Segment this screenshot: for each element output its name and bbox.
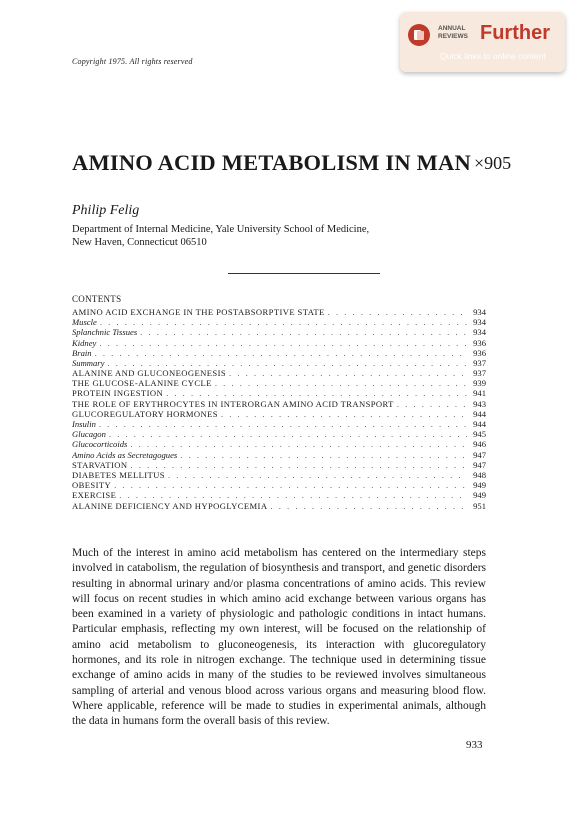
toc-entry-page: 944 <box>473 408 486 419</box>
toc-leader-dots <box>107 358 467 368</box>
toc-entry-title: Summary <box>72 357 105 368</box>
toc-entry <box>72 470 486 480</box>
affiliation-line: Department of Internal Medicine, Yale University School of Medicine, <box>72 224 370 235</box>
toc-entry-title: Amino Acids as Secretagogues <box>72 449 178 460</box>
toc-entry-title: Glucagon <box>72 429 106 440</box>
toc-leader-dots <box>99 419 467 429</box>
toc-entry <box>72 358 486 368</box>
toc-entry-title: STARVATION <box>72 459 128 470</box>
toc-entry-page: 936 <box>473 347 486 358</box>
toc-entry-title: Muscle <box>72 317 97 328</box>
toc-entry-page: 949 <box>473 490 486 501</box>
toc-entry <box>72 389 486 399</box>
toc-entry-page: 943 <box>473 398 486 409</box>
toc-entry-page: 941 <box>473 388 486 399</box>
article-number: ×905 <box>474 153 512 173</box>
toc-entry-title: Kidney <box>72 337 97 348</box>
author-affiliation <box>72 223 369 249</box>
toc-leader-dots <box>215 378 467 388</box>
toc-entry-title: DIABETES MELLITUS <box>72 470 165 480</box>
toc-entry <box>72 317 486 327</box>
toc-entry-page: 944 <box>473 419 486 430</box>
toc-entry-page: 937 <box>473 357 486 368</box>
toc-entry-page: 951 <box>473 500 486 511</box>
toc-entry-page: 934 <box>473 307 486 317</box>
toc-entry-page: 948 <box>473 470 486 480</box>
toc-entry <box>72 439 486 449</box>
toc-entry-page: 949 <box>473 480 486 491</box>
toc-entry <box>72 501 486 511</box>
table-of-contents <box>72 307 486 511</box>
toc-entry-title: ALANINE AND GLUCONEOGENESIS <box>72 368 227 379</box>
annual-reviews-further-banner[interactable] <box>400 12 565 72</box>
author-name: Philip Felig <box>72 203 140 218</box>
toc-entry-title: ALANINE DEFICIENCY AND HYPOGLYCEMIA <box>72 500 268 511</box>
toc-entry <box>72 419 486 429</box>
toc-leader-dots <box>119 490 467 500</box>
toc-entry-page: 939 <box>473 378 486 389</box>
toc-entry-title: PROTEIN INGESTION <box>72 388 164 399</box>
toc-entry <box>72 338 486 348</box>
toc-entry <box>72 327 486 337</box>
toc-leader-dots <box>180 450 467 460</box>
toc-entry-title: AMINO ACID EXCHANGE IN THE POSTABSORPTIVE STATE <box>72 307 325 317</box>
toc-entry <box>72 429 486 439</box>
toc-leader-dots <box>229 368 467 378</box>
toc-entry-title: THE GLUCOSE-ALANINE CYCLE <box>72 378 212 389</box>
toc-leader-dots <box>328 307 467 317</box>
article-title: AMINO ACID METABOLISM IN MAN <box>72 150 471 175</box>
toc-entry-title: GLUCOREGULATORY HORMONES <box>72 408 218 419</box>
toc-entry-page: 945 <box>473 429 486 440</box>
quick-links-label: Quick links to online content <box>440 51 546 61</box>
toc-leader-dots <box>100 317 467 327</box>
toc-entry-title: Brain <box>72 347 92 358</box>
toc-entry <box>72 378 486 388</box>
toc-leader-dots <box>114 480 467 490</box>
toc-entry-title: OBESITY <box>72 480 112 491</box>
divider-rule <box>228 273 380 274</box>
toc-leader-dots <box>166 389 467 399</box>
toc-entry-page: 934 <box>473 317 486 328</box>
toc-entry-page: 946 <box>473 439 486 450</box>
annual-reviews-wordmark: ANNUAL REVIEWS <box>438 25 468 40</box>
toc-leader-dots <box>99 338 467 348</box>
toc-entry-page: 937 <box>473 368 486 379</box>
toc-entry-title: EXERCISE <box>72 490 117 501</box>
toc-entry-page: 934 <box>473 327 486 338</box>
toc-leader-dots <box>130 439 467 449</box>
toc-entry-title: Insulin <box>72 419 96 430</box>
toc-entry-page: 947 <box>473 459 486 470</box>
toc-entry <box>72 307 486 317</box>
toc-entry <box>72 368 486 378</box>
toc-entry <box>72 480 486 490</box>
toc-entry-page: 936 <box>473 337 486 348</box>
toc-entry-title: THE ROLE OF ERYTHROCYTES IN INTERORGAN AMINO ACID TRANSPORT <box>72 398 394 409</box>
toc-leader-dots <box>109 429 467 439</box>
toc-entry-page: 947 <box>473 449 486 460</box>
toc-leader-dots <box>221 409 467 419</box>
toc-leader-dots <box>168 470 467 480</box>
affiliation-line: New Haven, Connecticut 06510 <box>72 237 207 248</box>
toc-entry <box>72 450 486 460</box>
toc-leader-dots <box>95 348 467 358</box>
toc-entry <box>72 399 486 409</box>
copyright-notice: Copyright 1975. All rights reserved <box>72 57 193 66</box>
toc-entry <box>72 409 486 419</box>
further-label: Further <box>480 22 550 44</box>
toc-entry <box>72 348 486 358</box>
toc-leader-dots <box>140 327 467 337</box>
toc-leader-dots <box>130 460 467 470</box>
contents-heading: CONTENTS <box>72 294 122 304</box>
page-number: 933 <box>466 739 483 751</box>
toc-leader-dots <box>270 501 467 511</box>
toc-entry <box>72 460 486 470</box>
intro-paragraph: Much of the interest in amino acid metabolism has centered on the intermediary steps involved in catabolism, the regulation of biosynthesis and transport, and genetic disorders resulting in abnormal urinary and/or plasma concentrations of amino acids. This review will focus on recent studies in which amino acid exchange between various organs has been examined in a variety of physiologic and pathologic conditions in intact humans. Particular emphasis, reflecting my own interest, will be focused on the relationship of amino acid metabolism to gluconeogenesis, its interaction with glucoregulatory hormones, and its role in nitrogen exchange. The technique used in determining tissue exchange of amino acids in many of the studies to be reviewed involves simultaneous sampling of arterial and venous blood across various organs and measuring blood flow. Where applicable, reference will be made to studies in experimental animals, although the data in humans form the overall basis of this review. <box>72 547 486 728</box>
toc-leader-dots <box>397 399 467 409</box>
toc-entry-title: Glucocorticoids <box>72 439 128 450</box>
annual-reviews-logo-icon <box>408 24 430 46</box>
toc-entry-title: Splanchnic Tissues <box>72 327 138 338</box>
toc-entry <box>72 490 486 500</box>
